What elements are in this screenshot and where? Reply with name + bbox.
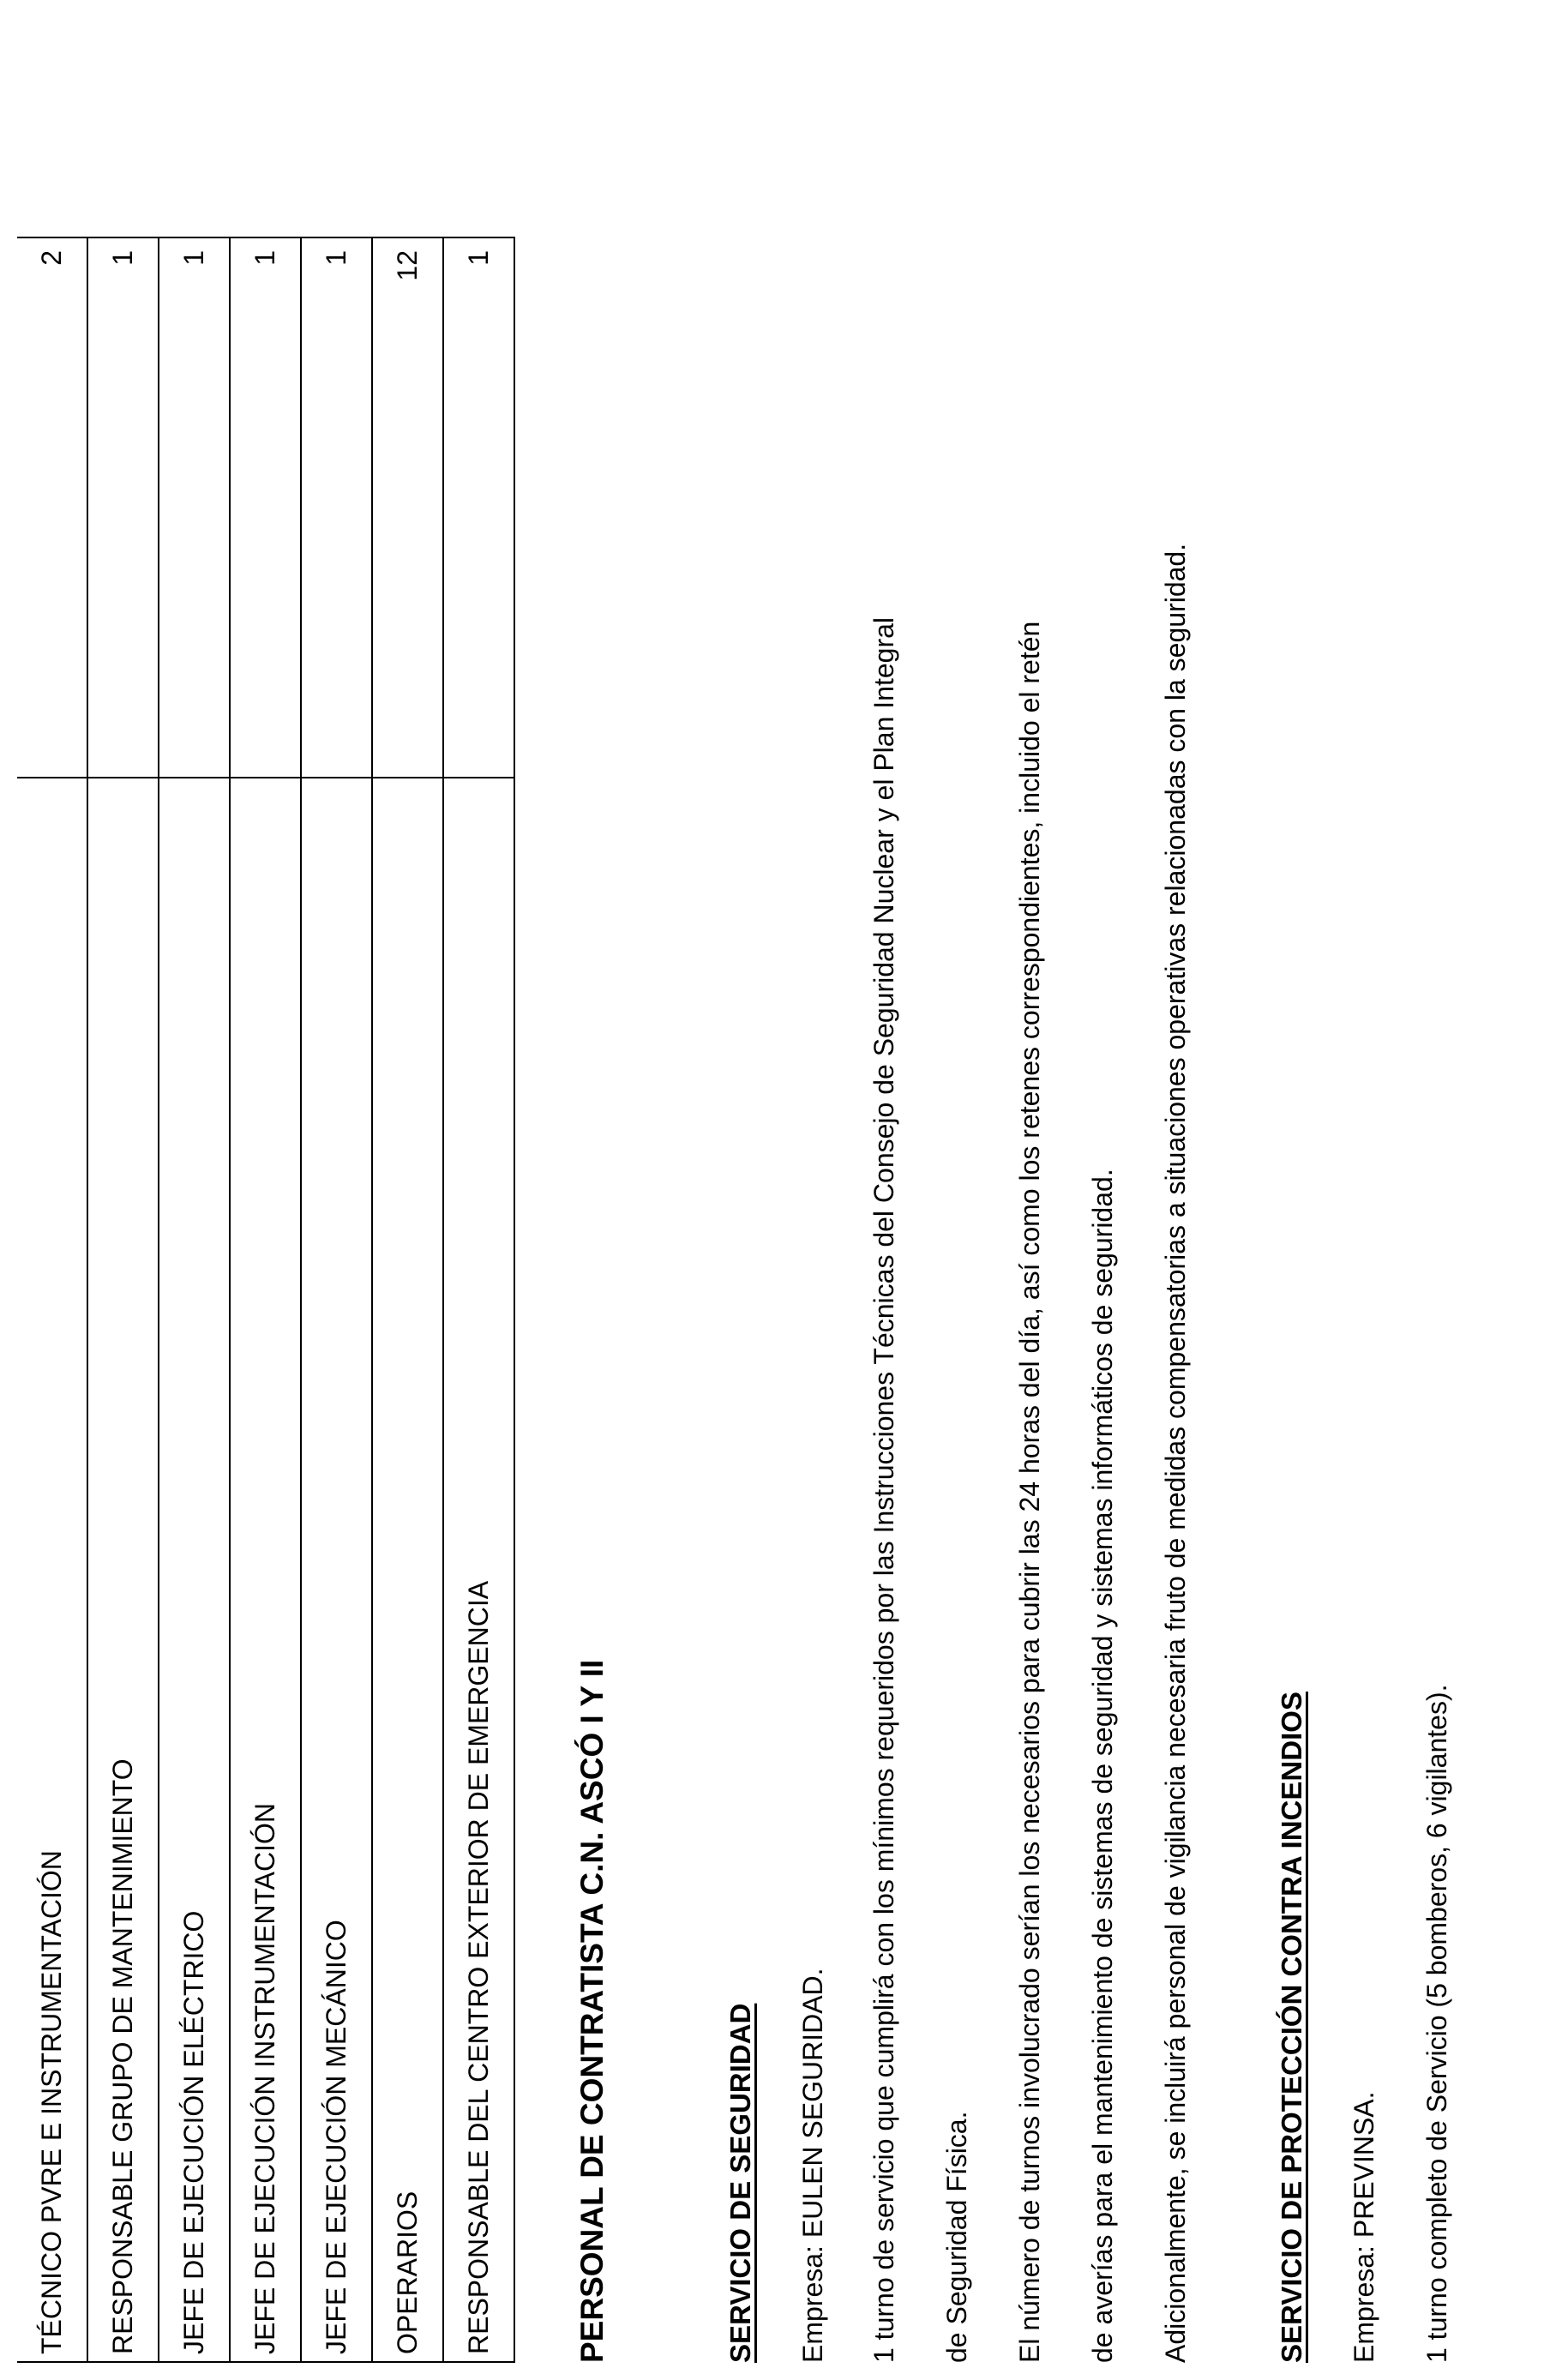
security-paragraph-line: Adicionalmente, se incluirá personal de vigilancia necesaria fruto de medidas compensatorias a situaciones operativas relacionadas con la seguridad. (1160, 543, 1191, 2363)
role-cell: TÉCNICO PVRE E INSTRUMENTACIÓN (17, 778, 87, 2362)
document-title: PERSONAL DE CONTRATISTA C.N. ASCÓ I Y II (574, 1659, 610, 2363)
role-cell: RESPONSABLE DEL CENTRO EXTERIOR DE EMERGENCIA (443, 778, 514, 2362)
security-service-heading: SERVICIO DE SEGURIDAD (724, 2003, 756, 2363)
table-row (17, 237, 87, 2362)
security-paragraph-line: El número de turnos involucrado serían los necesarios para cubrir las 24 horas del día, así como los retenes correspondientes, incluido el retén (1014, 621, 1045, 2363)
table-row (230, 237, 301, 2362)
role-cell: JEFE DE EJECUCIÓN ELÉCTRICO (159, 778, 230, 2362)
role-cell: JEFE DE EJECUCIÓN MECÁNICO (301, 778, 372, 2362)
fire-paragraph-line: 1 turno completo de Servicio (5 bomberos, 6 vigilantes). (1421, 1684, 1452, 2363)
table-row (372, 237, 443, 2362)
security-paragraph-line: 1 turno de servicio que cumplirá con los mínimos requeridos por las Instrucciones Técnicas del Consejo de Seguridad Nuclear y el Plan Integral (868, 616, 899, 2363)
role-cell: RESPONSABLE GRUPO DE MANTENIMIENTO (87, 778, 159, 2362)
fire-service-heading: SERVICIO DE PROTECCIÓN CONTRA INCENDIOS (1276, 1692, 1307, 2363)
role-cell: JEFE DE EJECUCIÓN INSTRUMENTACIÓN (230, 778, 301, 2362)
count-cell: 1 (301, 237, 372, 778)
fire-company: Empresa: PREVINSA. (1349, 2091, 1379, 2363)
table-row (301, 237, 372, 2362)
count-cell: 1 (87, 237, 159, 778)
security-paragraph-line: de averías para el mantenimiento de sistemas de seguridad y sistemas informáticos de seguridad. (1087, 1169, 1118, 2363)
count-cell: 1 (159, 237, 230, 778)
role-cell: OPERARIOS (372, 778, 443, 2362)
security-company: Empresa: EULEN SEGURIDAD. (797, 1968, 828, 2363)
count-cell: 1 (230, 237, 301, 778)
count-cell: 12 (372, 237, 443, 778)
table-row (159, 237, 230, 2362)
count-cell: 2 (17, 237, 87, 778)
count-cell: 1 (443, 237, 514, 778)
staff-table (17, 237, 515, 2363)
security-paragraph-line: de Seguridad Física. (941, 2111, 972, 2363)
table-row (443, 237, 514, 2362)
table-row (87, 237, 159, 2362)
